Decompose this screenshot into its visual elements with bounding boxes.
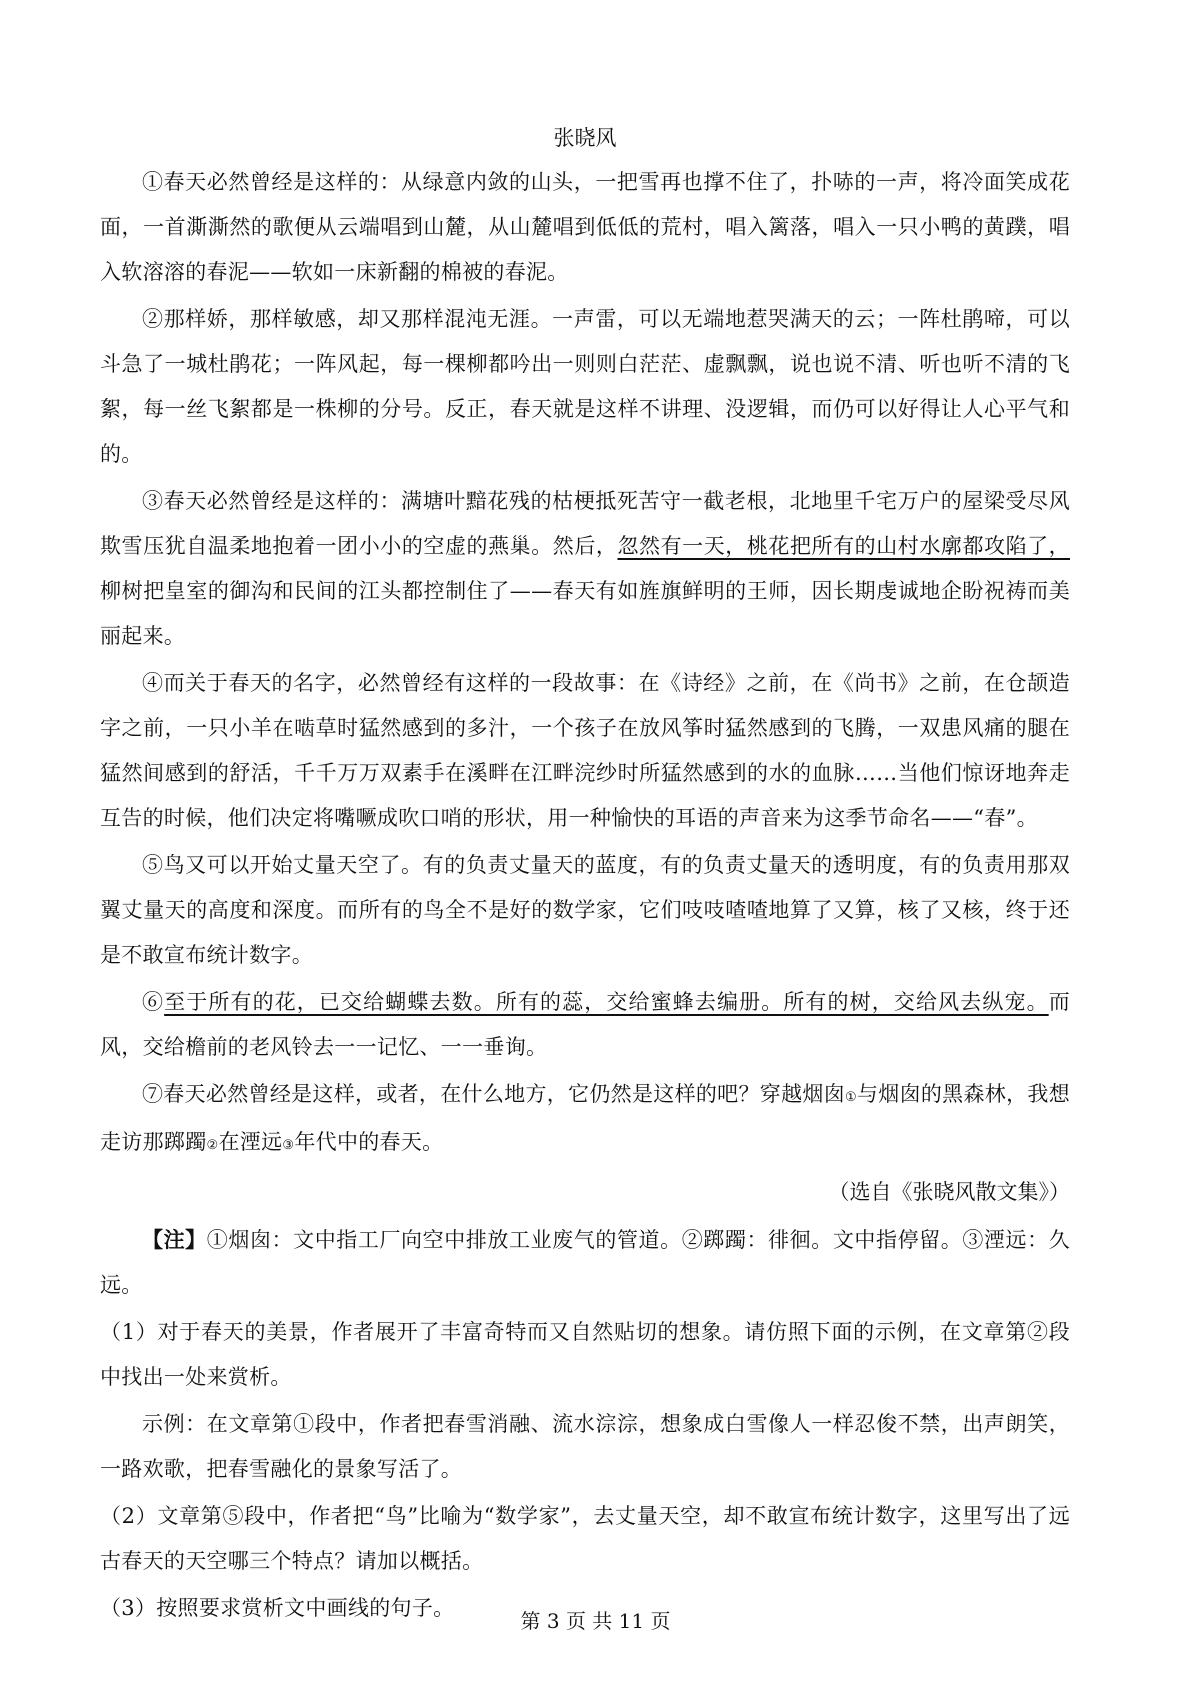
paragraph-6 [100,980,1070,1070]
paragraph-3-part-a: ③春天必然曾经是这样的：满塘叶黯花残的枯梗抵死苦守一截老根，北地里千宅万户的屋梁受尽风欺雪压犹自温柔地抱着一团小小的空虚的燕巢。然后， [100,489,1070,558]
paragraph-2: ②那样娇，那样敏感，却又那样混沌无涯。一声雷，可以无端地惹哭满天的云；一阵杜鹃啼，可以斗急了一城杜鹃花；一阵风起，每一棵柳都吟出一则则白茫茫、虚飘飘，说也说不清、听也听不清的飞絮，每一丝飞絮都是一株柳的分号。反正，春天就是这样不讲理、没逻辑，而仍可以好得让人心平气和的。 [100,307,1070,466]
paragraph-6-part-b: 而风，交给檐前的老风铃去一一记忆、一一垂询。 [100,990,1070,1059]
note-marker-3: ③ [282,1138,295,1153]
paragraph-7-part-d: 年代中的春天。 [294,1130,444,1154]
document-content [100,118,1070,1633]
note-marker-1: ① [845,1090,857,1105]
paragraph-3 [100,479,1070,659]
paragraph-7 [100,1072,1070,1168]
paragraph-7-part-a: ⑦春天必然曾经是这样，或者，在什么地方，它仍然是这样的吧？穿越烟囱 [142,1082,845,1106]
note-text: ①烟囱：文中指工厂向空中排放工业废气的管道。②踯躅：徘徊。文中指停留。③湮远：久远。 [100,1228,1070,1297]
question-1-example: 示例：在文章第①段中，作者把春雪消融、流水淙淙，想象成白雪像人一样忍俊不禁，出声朗笑，一路欢歌，把春雪融化的景象写活了。 [100,1412,1070,1481]
paragraph-3-part-b: 柳树把皇室的御沟和民间的江头都控制住了——春天有如旌旗鲜明的王师，因长期虔诚地企盼祝祷而美丽起来。 [100,579,1070,648]
paragraph-5: ⑤鸟又可以开始丈量天空了。有的负责丈量天的蓝度，有的负责丈量天的透明度，有的负责用那双翼丈量天的高度和深度。而所有的鸟全不是好的数学家，它们吱吱喳喳地算了又算，核了又核，终于还是不敢宣布统计数字。 [100,853,1070,967]
paragraph-7-part-b: 与烟囱的黑森林，我想走访那踯躅 [100,1082,1070,1154]
paragraph-6-number: ⑥ [142,990,165,1014]
question-2: （2）文章第⑤段中，作者把“鸟”比喻为“数学家”，去丈量天空，却不敢宣布统计数字，这里写出了远古春天的天空哪三个特点？请加以概括。 [100,1504,1070,1573]
question-3: （3）按照要求赏析文中画线的句子。 [100,1596,455,1620]
underlined-sentence-2: 至于所有的花，已交给蝴蝶去数。所有的蕊，交给蜜蜂去编册。所有的树，交给风去纵宠。 [164,990,1049,1014]
page-number-footer: 第 3 页 共 11 页 [520,1609,671,1633]
note-marker-2: ② [206,1138,219,1153]
source-citation: （选自《张晓风散文集》） [828,1180,1070,1204]
author-name: 张晓风 [553,126,617,150]
paragraph-7-part-c: 在湮远 [218,1130,283,1154]
notes [100,1217,1070,1308]
note-label: 【注】 [142,1227,207,1252]
paragraph-4: ④而关于春天的名字，必然曾经有这样的一段故事：在《诗经》之前，在《尚书》之前，在仓颉造字之前，一只小羊在啮草时猛然感到的多汁，一个孩子在放风筝时猛然感到的飞腾，一双患风痛的腿在猛然间感到的舒活，千千万万双素手在溪畔在江畔浣纱时所猛然感到的水的血脉……当他们惊讶地奔走互告的时候，他们决定将嘴噘成吹口哨的形状，用一种愉快的耳语的声音来为这季节命名——“春”。 [100,671,1070,830]
underlined-sentence-1: 忽然有一天，桃花把所有的山村水廓都攻陷了， [617,534,1070,558]
paragraph-1: ①春天必然曾经是这样的：从绿意内敛的山头，一把雪再也撑不住了，扑哧的一声，将冷面笑成花面，一首澌澌然的歌便从云端唱到山麓，从山麓唱到低低的荒村，唱入篱落，唱入一只小鸭的黄蹼，唱入软溶溶的春泥——软如一床新翻的棉被的春泥。 [100,170,1070,284]
question-1: （1）对于春天的美景，作者展开了丰富奇特而又自然贴切的想象。请仿照下面的示例，在文章第②段中找出一处来赏析。 [100,1320,1070,1389]
